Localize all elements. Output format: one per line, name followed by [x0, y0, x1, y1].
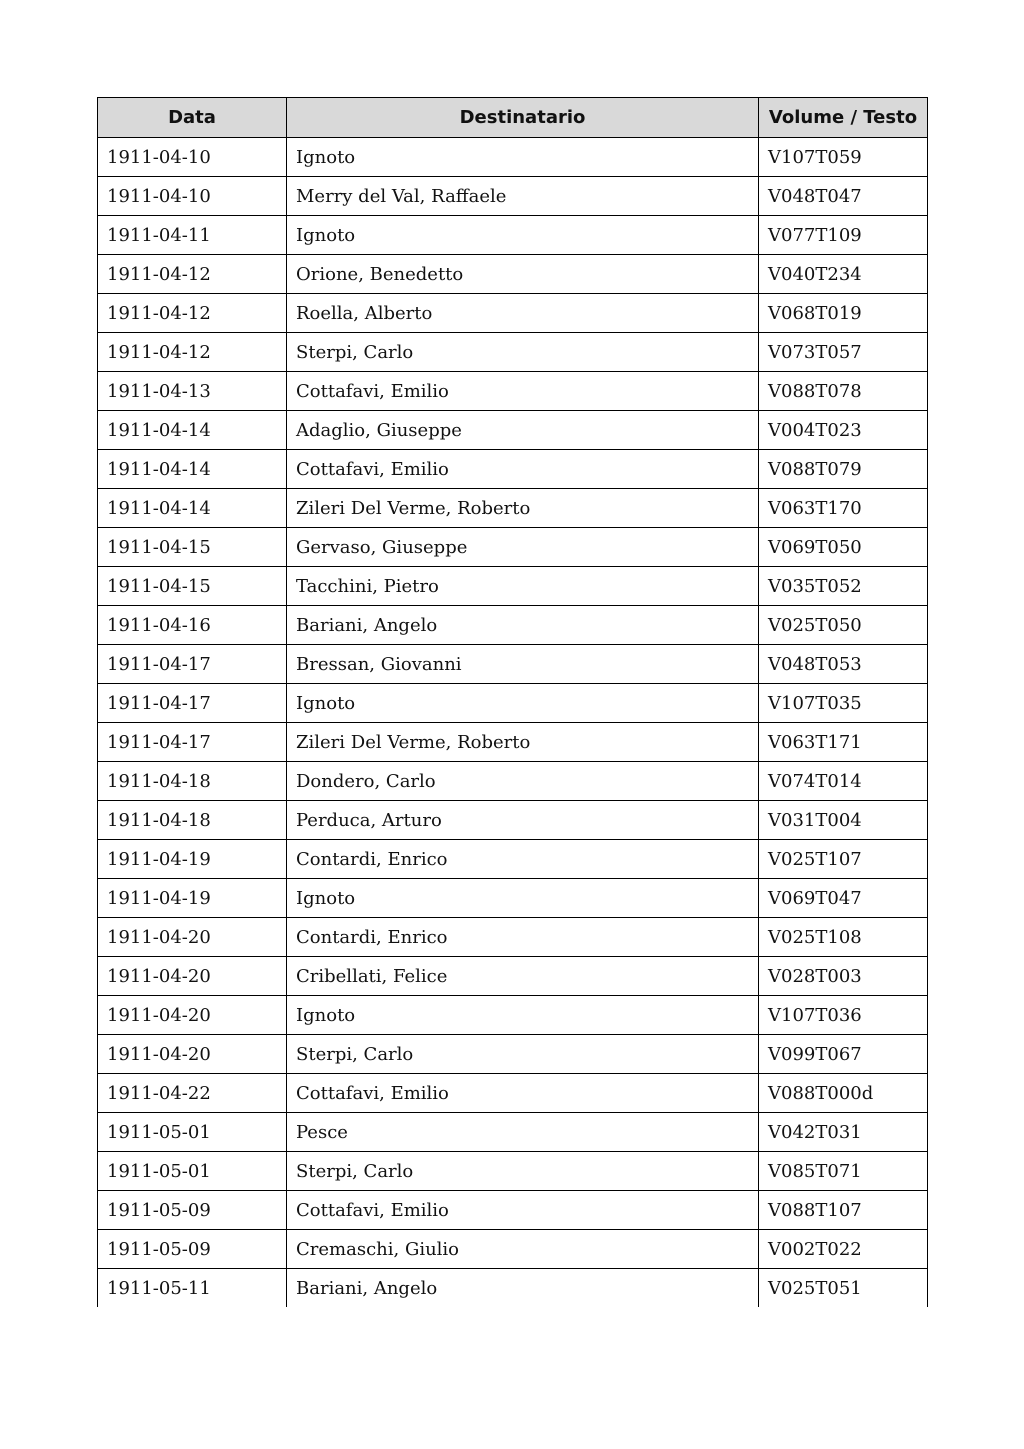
cell-volume-text: V048T053 — [759, 645, 928, 684]
cell-date: 1911-04-15 — [98, 567, 287, 606]
cell-volume-text: V025T050 — [759, 606, 928, 645]
letters-table — [97, 97, 928, 1307]
cell-volume-text: V107T035 — [759, 684, 928, 723]
cell-date: 1911-04-10 — [98, 138, 287, 177]
table-body — [98, 138, 928, 1308]
cell-date: 1911-04-14 — [98, 489, 287, 528]
cell-date: 1911-04-12 — [98, 333, 287, 372]
table-row — [98, 528, 928, 567]
cell-volume-text: V077T109 — [759, 216, 928, 255]
cell-volume-text: V068T019 — [759, 294, 928, 333]
cell-volume-text: V025T108 — [759, 918, 928, 957]
table-row — [98, 1230, 928, 1269]
cell-date: 1911-05-11 — [98, 1269, 287, 1308]
table-row — [98, 996, 928, 1035]
cell-recipient: Ignoto — [287, 216, 759, 255]
cell-date: 1911-04-19 — [98, 840, 287, 879]
table-row — [98, 762, 928, 801]
table-row — [98, 918, 928, 957]
cell-date: 1911-04-17 — [98, 684, 287, 723]
cell-volume-text: V025T051 — [768, 1277, 862, 1299]
table-row — [98, 177, 928, 216]
cell-recipient: Zileri Del Verme, Roberto — [287, 489, 759, 528]
table-row — [98, 333, 928, 372]
cell-volume-text: V063T171 — [759, 723, 928, 762]
header-data: Data — [98, 98, 287, 138]
header-row — [98, 98, 928, 138]
cell-volume-text: V085T071 — [759, 1152, 928, 1191]
cell-recipient: Cottafavi, Emilio — [287, 372, 759, 411]
cell-volume-text: V031T004 — [759, 801, 928, 840]
cell-recipient: Cottafavi, Emilio — [287, 450, 759, 489]
cell-volume-text: V028T003 — [759, 957, 928, 996]
cell-recipient: Bariani, Angelo — [287, 606, 759, 645]
cell-date: 1911-04-16 — [98, 606, 287, 645]
cell-recipient: Zileri Del Verme, Roberto — [287, 723, 759, 762]
cell-date: 1911-04-12 — [98, 255, 287, 294]
cell-recipient: Cremaschi, Giulio — [287, 1230, 759, 1269]
table-row — [98, 840, 928, 879]
cell-volume-text: V107T036 — [759, 996, 928, 1035]
table-row — [98, 684, 928, 723]
cell-recipient: Merry del Val, Raffaele — [287, 177, 759, 216]
cell-date: 1911-04-20 — [98, 918, 287, 957]
cell-recipient: Cottafavi, Emilio — [287, 1191, 759, 1230]
cell-recipient: Dondero, Carlo — [287, 762, 759, 801]
cell-recipient: Tacchini, Pietro — [287, 567, 759, 606]
table-row — [98, 1074, 928, 1113]
cell-volume-text: V040T234 — [759, 255, 928, 294]
cell-recipient: Orione, Benedetto — [287, 255, 759, 294]
header-volume-testo: Volume / Testo — [759, 98, 928, 138]
table-row — [98, 879, 928, 918]
cell-recipient: Ignoto — [287, 138, 759, 177]
cell-volume-text: V099T067 — [759, 1035, 928, 1074]
table-row — [98, 606, 928, 645]
cell-date: 1911-04-15 — [98, 528, 287, 567]
cell-volume-text: V088T000d — [759, 1074, 928, 1113]
cell-volume-text: V088T079 — [759, 450, 928, 489]
table-row — [98, 645, 928, 684]
table-row — [98, 411, 928, 450]
cell-date: 1911-04-11 — [98, 216, 287, 255]
cell-volume-text: V025T107 — [759, 840, 928, 879]
cell-volume-text: V088T078 — [759, 372, 928, 411]
cell-volume-text: V074T014 — [759, 762, 928, 801]
cell-recipient: Roella, Alberto — [287, 294, 759, 333]
cell-volume-text: V035T052 — [759, 567, 928, 606]
table-row — [98, 567, 928, 606]
cell-date: 1911-04-22 — [98, 1074, 287, 1113]
table-row — [98, 801, 928, 840]
cell-date: 1911-04-18 — [98, 801, 287, 840]
cell-volume-text: V073T057 — [759, 333, 928, 372]
table-row — [98, 1152, 928, 1191]
table-row — [98, 1035, 928, 1074]
cell-recipient: Bariani, Angelo — [287, 1269, 759, 1308]
table-row — [98, 450, 928, 489]
cell-date: 1911-04-19 — [98, 879, 287, 918]
cell-date: 1911-04-14 — [98, 450, 287, 489]
cell-volume-text: V002T022 — [759, 1230, 928, 1269]
table-row — [98, 957, 928, 996]
cell-volume-text: V107T059 — [759, 138, 928, 177]
cell-date: 1911-05-09 — [98, 1191, 287, 1230]
cell-volume-text: V004T023 — [759, 411, 928, 450]
cell-recipient: Cottafavi, Emilio — [287, 1074, 759, 1113]
cell-date: 1911-04-20 — [98, 996, 287, 1035]
cell-date: 1911-05-01 — [98, 1152, 287, 1191]
cell-recipient: Adaglio, Giuseppe — [287, 411, 759, 450]
cell-volume-text: V063T170 — [759, 489, 928, 528]
cell-date: 1911-04-12 — [98, 294, 287, 333]
cell-date: 1911-04-13 — [98, 372, 287, 411]
table-row — [98, 294, 928, 333]
table-row — [98, 1113, 928, 1152]
cell-volume-text: V069T050 — [759, 528, 928, 567]
table-row — [98, 1191, 928, 1230]
table-row — [98, 1269, 928, 1308]
cell-recipient: Bressan, Giovanni — [287, 645, 759, 684]
cell-recipient: Ignoto — [287, 684, 759, 723]
cell-volume-text: V048T047 — [759, 177, 928, 216]
table-header — [98, 98, 928, 138]
cell-date: 1911-04-17 — [98, 645, 287, 684]
cell-recipient: Ignoto — [287, 879, 759, 918]
cell-recipient: Sterpi, Carlo — [287, 1152, 759, 1191]
cell-date: 1911-05-01 — [98, 1113, 287, 1152]
cell-date: 1911-04-20 — [98, 1035, 287, 1074]
cell-volume-text: V042T031 — [759, 1113, 928, 1152]
cell-recipient: Cribellati, Felice — [287, 957, 759, 996]
cell-recipient: Perduca, Arturo — [287, 801, 759, 840]
cell-date: 1911-05-09 — [98, 1230, 287, 1269]
cell-date: 1911-04-17 — [98, 723, 287, 762]
table-row — [98, 723, 928, 762]
cell-recipient: Contardi, Enrico — [287, 840, 759, 879]
cell-date: 1911-04-18 — [98, 762, 287, 801]
cell-recipient: Gervaso, Giuseppe — [287, 528, 759, 567]
table-row — [98, 138, 928, 177]
cell-recipient: Pesce — [287, 1113, 759, 1152]
cell-volume-text: V088T107 — [759, 1191, 928, 1230]
table-row — [98, 216, 928, 255]
cell-recipient: Sterpi, Carlo — [287, 333, 759, 372]
table-row — [98, 372, 928, 411]
cell-date: 1911-04-10 — [98, 177, 287, 216]
cell-date: 1911-04-14 — [98, 411, 287, 450]
header-destinatario: Destinatario — [287, 98, 759, 138]
cell-volume-text: V069T047 — [759, 879, 928, 918]
cell-recipient: Sterpi, Carlo — [287, 1035, 759, 1074]
cell-recipient: Ignoto — [287, 996, 759, 1035]
table-row — [98, 489, 928, 528]
table-row — [98, 255, 928, 294]
cell-date: 1911-04-20 — [98, 957, 287, 996]
cell-recipient: Contardi, Enrico — [287, 918, 759, 957]
